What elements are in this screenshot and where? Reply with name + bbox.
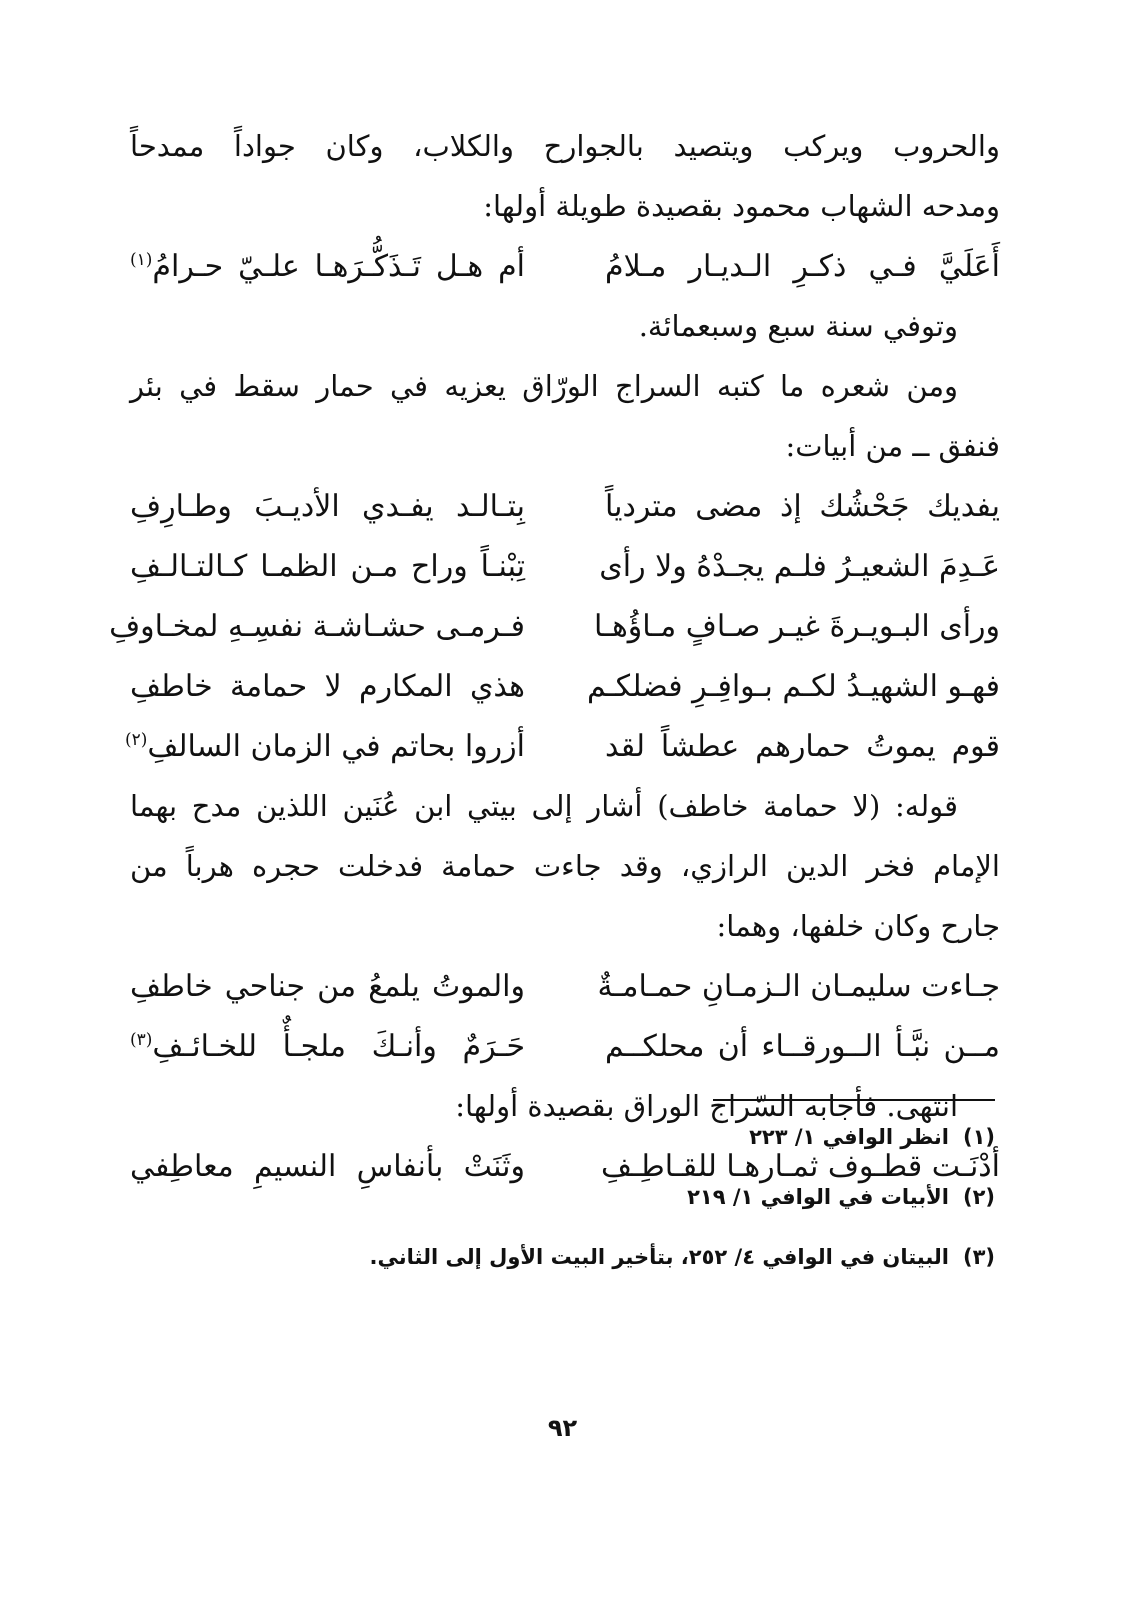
footnote-text: البيتان في الوافي ٤/ ٢٥٢، بتأخير البيت الأول إلى الثاني. xyxy=(369,1245,949,1269)
prose-line: انتهى. فأجابه السّراج الوراق بقصيدة أولها: xyxy=(455,1089,958,1123)
verse-second-hemistich xyxy=(109,608,525,668)
verse-second-hemistich xyxy=(130,968,525,1028)
verse-line xyxy=(130,668,1000,728)
footnote xyxy=(125,1242,995,1302)
verse-line xyxy=(130,968,1000,1028)
footnotes xyxy=(125,1122,995,1302)
verse-first-hemistich: ورأى البـويـرةَ غيـر صـافٍ مـاؤُهـا xyxy=(594,609,1000,644)
verse-line xyxy=(130,248,1000,308)
verse-second-hemistich xyxy=(124,728,525,788)
verse-second-hemistich-text: هذي المكارم لا حمامة خاطفِ xyxy=(130,669,525,704)
footnote-number: (٢) xyxy=(962,1185,995,1209)
prose-line: قوله: (لا حمامة خاطف) أشار إلى بيتي ابن عُنَين اللذين مدح بهما xyxy=(130,789,958,823)
verse-first-hemistich: فهـو الشهيـدُ لكـم بـوافِـرِ فضلكـم xyxy=(587,669,1000,704)
verse-second-hemistich xyxy=(130,548,525,608)
prose-line: جارح وكان خلفها، وهما: xyxy=(716,909,1000,943)
verse-line xyxy=(130,548,1000,608)
footnote xyxy=(125,1182,995,1242)
footnote-reference[interactable]: (٢) xyxy=(124,730,148,750)
footnote-divider xyxy=(713,1099,995,1101)
prose-line: ومن شعره ما كتبه السراج الورّاق يعزيه في حمار سقط في بئر xyxy=(130,369,958,403)
verse-second-hemistich-text: وثَنَتْ بأنفاسِ النسيمِ معاطِفي xyxy=(130,1149,525,1184)
page-body xyxy=(109,128,1000,1208)
verse-second-hemistich xyxy=(130,668,525,728)
footnote-text: انظر الوافي ١/ ٢٢٣ xyxy=(749,1125,949,1149)
verse-first-hemistich: أدْنَـت قطـوف ثمـارهـا للقـاطِـفِ xyxy=(601,1149,1000,1184)
verse-second-hemistich xyxy=(130,488,525,548)
prose-line: والحروب ويركب ويتصيد بالجوارح والكلاب، وكان جواداً ممدحاً xyxy=(130,129,1000,163)
verse-second-hemistich-text: بِتـالـد يفـدي الأديـبَ وطـارِفِ xyxy=(130,489,525,524)
footnote-reference[interactable]: (١) xyxy=(130,250,153,270)
footnote-number: (٣) xyxy=(962,1245,995,1269)
prose-line: الإمام فخر الدين الرازي، وقد جاءت حمامة فدخلت حجره هرباً من xyxy=(130,849,1000,883)
verse-first-hemistich: أَعَلَيَّ فـي ذكـرِ الـديـار مـلامُ xyxy=(605,249,1000,284)
verse-first-hemistich: عَـدِمَ الشعيـرُ فلـم يجـدْهُ ولا رأى xyxy=(599,549,1000,584)
verse-second-hemistich xyxy=(130,248,525,308)
verse-line xyxy=(124,728,1000,788)
footnote-reference[interactable]: (٣) xyxy=(130,1030,153,1050)
verse-second-hemistich-text: أزروا بحاتم في الزمان السالفِ xyxy=(147,729,525,764)
verse-second-hemistich-text: تِبْنـاً وراح مـن الظمـا كـالتـالـفِ xyxy=(130,549,525,584)
page-number: ٩٢ xyxy=(547,1414,578,1442)
verse-first-hemistich: مــن نبَّـأ الــورقــاء أن محلكــم xyxy=(605,1029,1000,1064)
footnote-text: الأبيات في الوافي ١/ ٢١٩ xyxy=(687,1185,949,1209)
footnote xyxy=(125,1122,995,1182)
verse-second-hemistich-text: والموتُ يلمعُ من جناحي خاطفِ xyxy=(130,969,525,1004)
footnote-number: (١) xyxy=(962,1125,995,1149)
verse-first-hemistich: جـاءت سليمـان الـزمـانِ حمـامـةٌ xyxy=(597,969,1000,1004)
verse-second-hemistich-text: فـرمـى حشـاشـة نفسِـهِ لمخـاوفِ xyxy=(109,609,525,644)
verse-second-hemistich-text: أم هـل تَـذَكُّـرَهـا علـيّ حـرامُ xyxy=(152,249,525,284)
prose-line: ومدحه الشهاب محمود بقصيدة طويلة أولها: xyxy=(483,189,1000,223)
verse-second-hemistich xyxy=(130,1028,525,1088)
verse-first-hemistich: قوم يموتُ حمارهم عطشاً لقد xyxy=(605,729,1000,764)
verse-line xyxy=(130,488,1000,548)
verse-line xyxy=(130,1028,1000,1088)
verse-first-hemistich: يفديك جَحْشُك إذ مضى متردياً xyxy=(605,489,1000,524)
verse-line xyxy=(109,608,1000,668)
prose-line: وتوفي سنة سبع وسبعمائة. xyxy=(638,309,958,343)
verse-second-hemistich-text: حَـرَمٌ وأنـكَ ملجـأٌ للخـائـفِ xyxy=(152,1029,525,1064)
prose-line: فنفق ــ من أبيات: xyxy=(785,429,1000,463)
